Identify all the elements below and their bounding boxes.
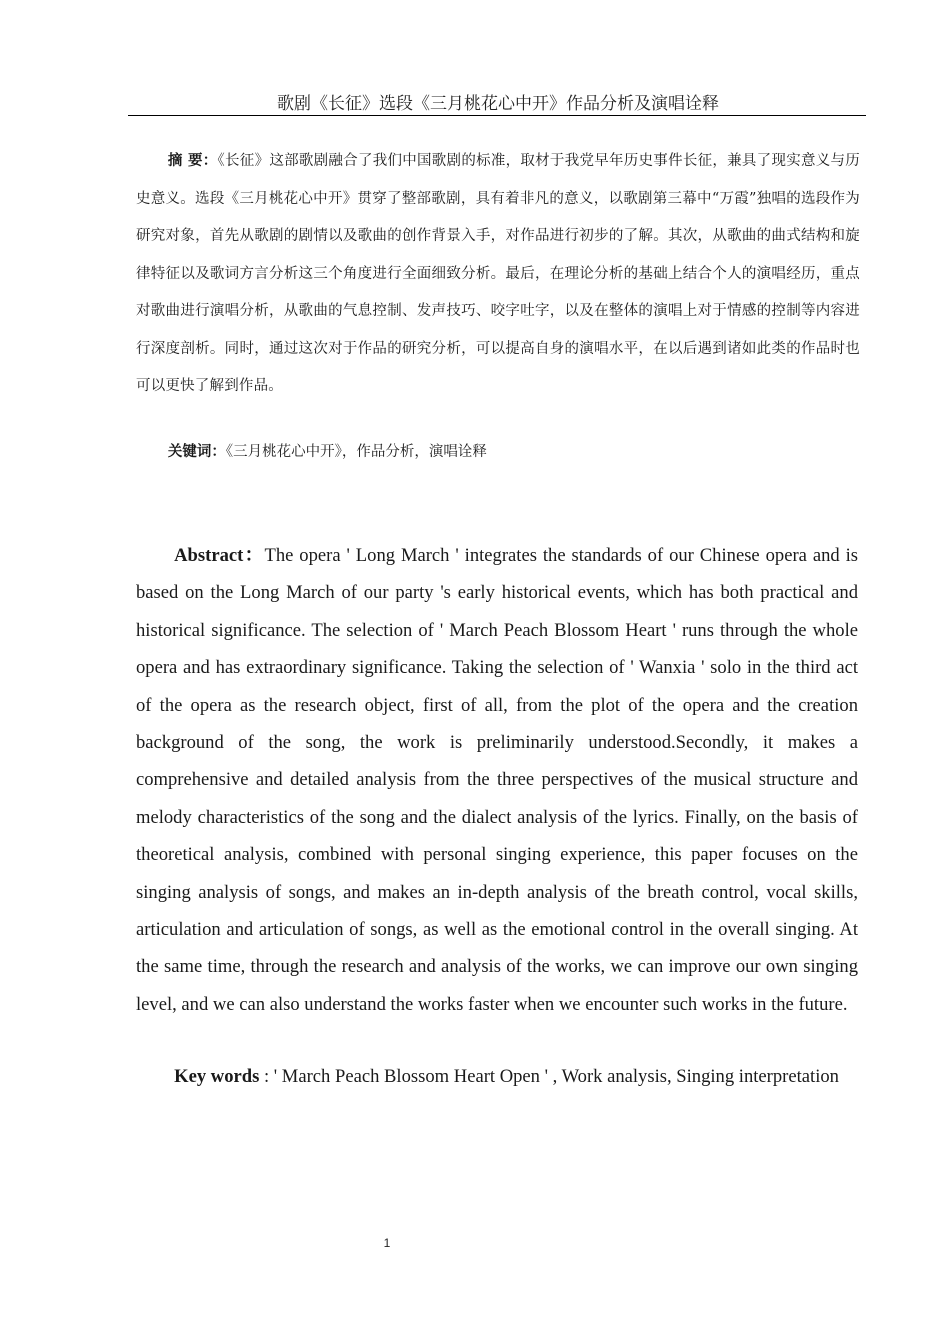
running-header-title: 歌剧《长征》选段《三月桃花心中开》作品分析及演唱诠释 bbox=[277, 94, 719, 114]
english-keywords-label: Key words bbox=[174, 1066, 260, 1087]
english-keywords bbox=[136, 1058, 860, 1095]
chinese-keywords-text: 《三月桃花心中开》，作品分析，演唱诠释 bbox=[225, 444, 487, 460]
header-rule bbox=[128, 115, 866, 116]
chinese-keywords bbox=[136, 433, 860, 472]
english-abstract bbox=[136, 537, 858, 1023]
english-abstract-text: The opera ' Long March ' integrates the standards of our Chinese opera and is based on the Long March of our party 's early historical events, which has both practical and historical significance. The selection of ' March Peach Blossom Heart ' runs through the whole opera and has extraordinary significance. Taking the selection of ' Wanxia ' solo in the third act of the opera as the research object, first of all, from the plot of the opera and the creation background of the song, the work is preliminarily understood.Secondly, it makes a comprehensive and detailed analysis from the three perspectives of the musical structure and melody characteristics of the song and the dialect analysis of the lyrics. Finally, on the basis of theoretical analysis, combined with personal singing experience, this paper focuses on the singing analysis of songs, and makes an in-depth analysis of the breath control, vocal skills, articulation and articulation of songs, as well as the emotional control in the overall singing. At the same time, through the research and analysis of the works, we can improve our own singing level, and we can also understand the works faster when we encounter such works in the future. bbox=[136, 545, 858, 1015]
english-keywords-text: : ' March Peach Blossom Heart Open ' , Work analysis, Singing interpretation bbox=[259, 1066, 839, 1087]
chinese-keywords-label: 关键词： bbox=[167, 443, 226, 460]
page-number: 1 bbox=[383, 1236, 391, 1250]
chinese-abstract-text: 《长征》这部歌剧融合了我们中国歌剧的标准，取材于我党早年历史事件长征，兼具了现实意义与历史意义。选段《三月桃花心中开》贯穿了整部歌剧，具有着非凡的意义，以歌剧第三幕中“万霞”独唱的选段作为研究对象，首先从歌剧的剧情以及歌曲的创作背景入手，对作品进行初步的了解。其次，从歌曲的曲式结构和旋律特征以及歌词方言分析这三个角度进行全面细致分析。最后，在理论分析的基础上结合个人的演唱经历，重点对歌曲进行演唱分析，从歌曲的气息控制、发声技巧、咬字吐字，以及在整体的演唱上对于情感的控制等内容进行深度剖析。同时，通过这次对于作品的研究分析，可以提高自身的演唱水平，在以后遇到诸如此类的作品时也可以更快了解到作品。 bbox=[136, 153, 860, 394]
english-abstract-label: Abstract： bbox=[174, 545, 265, 566]
chinese-abstract bbox=[136, 142, 860, 406]
chinese-abstract-label: 摘 要： bbox=[167, 152, 218, 169]
